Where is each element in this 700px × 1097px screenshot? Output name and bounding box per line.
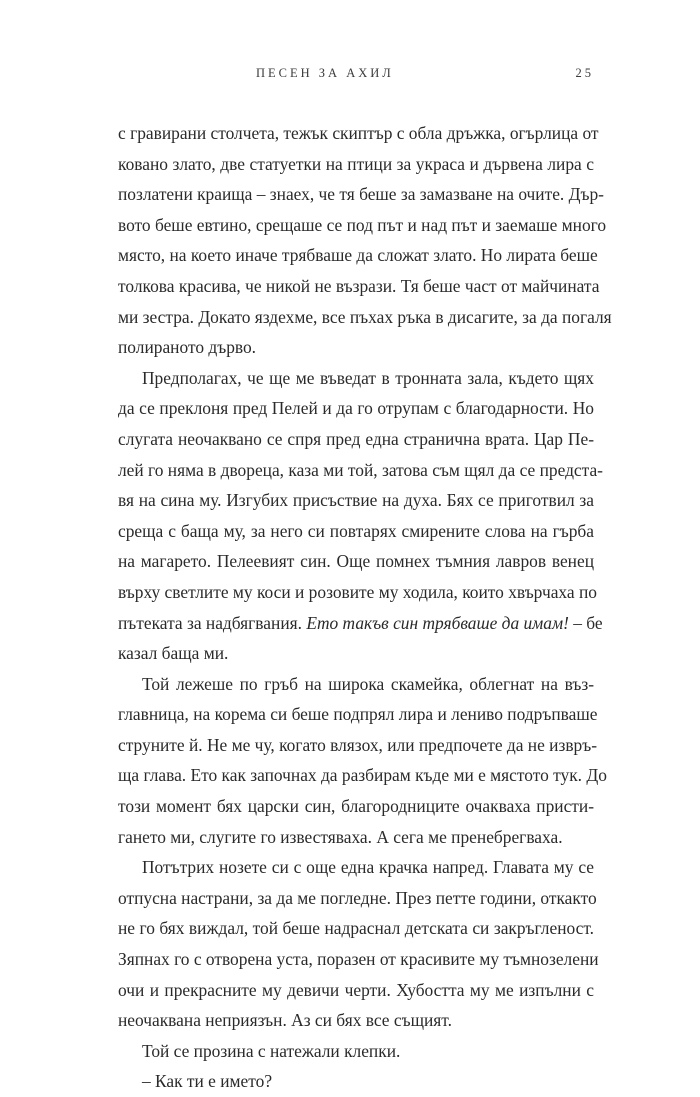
text-line: на магарето. Пелеевият син. Още помнех тъмния лавров венец (118, 551, 594, 572)
text-line: ковано злато, две статуетки на птици за украса и дървена лира с (118, 153, 594, 174)
text-line: полираното дърво. (118, 337, 257, 358)
text-line: да се преклоня пред Пелей и да го отрупам с благодарности. Но (118, 398, 594, 419)
text-line: Зяпнах го с отворена уста, поразен от красивите му тъмнозелени (118, 949, 599, 970)
text-line: очи и прекрасните му девичи черти. Хубостта му ме изпълни с (118, 979, 594, 1000)
text-line: отпусна настрани, за да ме погледне. През петте години, откакто (118, 887, 597, 908)
text-line: слугата неочаквано се спря пред една странична врата. Цар Пе- (118, 428, 594, 449)
text-line: ми зестра. Докато яздехме, все пъхах ръка в дисагите, за да погаля (118, 306, 612, 327)
text-line: гането ми, слугите го известяваха. А сега ме пренебрегваха. (118, 826, 563, 847)
italic-quote: Ето такъв син трябваше да имам! (306, 612, 569, 633)
text-line: ща глава. Ето как започнах да разбирам къде ми е мястото тук. До (118, 765, 607, 786)
text-line: неочаквана неприязън. Аз си бях все същият. (118, 1010, 452, 1031)
text-line: среща с баща му, за него си повтарях смирените слова на гърба (118, 520, 594, 541)
text-segment: пътеката за надбягвания. (118, 612, 307, 633)
text-line: струните й. Не ме чу, когато влязох, или предпочете да не извръ- (118, 734, 598, 755)
text-segment: – бе (568, 612, 603, 633)
running-head-title: ПЕСЕН ЗА АХИЛ (256, 66, 394, 80)
text-line-with-italic (118, 608, 603, 639)
text-line: главница, на корема си беше подпрял лира и лениво подръпваше (118, 704, 598, 725)
text-line: върху светлите му коси и розовите му ходила, които хвърчаха по (118, 581, 597, 602)
text-line: място, на което иначе трябваше да сложат злато. Но лирата беше (118, 245, 598, 266)
running-head (118, 66, 594, 86)
dialogue-line: – Как ти е името? (142, 1071, 273, 1092)
page-number: 25 (575, 66, 594, 80)
text-line: този момент бях царски син, благородниците очакваха присти- (118, 796, 594, 817)
text-line: с гравирани столчета, тежък скиптър с обла дръжка, огърлица от (118, 123, 599, 143)
text-line: казал баща ми. (118, 643, 229, 664)
text-line: вото беше евтино, срещаше се под път и над път и заемаше много (118, 214, 607, 235)
text-line: Той лежеше по гръб на широка скамейка, облегнат на въз- (142, 673, 594, 694)
body-text (118, 118, 612, 1097)
text-line: лей го няма в двореца, каза ми той, затова съм щял да се предста- (118, 459, 603, 480)
text-line: Той се прозина с натежали клепки. (142, 1040, 401, 1061)
text-line: позлатени краища – знаех, че тя беше за замазване на очите. Дър- (118, 184, 604, 205)
text-line: вя на сина му. Изгубих присъствие на духа. Бях се приготвил за (118, 490, 594, 511)
text-line: Потътрих нозете си с още една крачка напред. Главата му се (142, 857, 594, 878)
text-line: Предполагах, че ще ме въведат в тронната зала, където щях (142, 367, 594, 388)
text-line: не го бях виждал, той беше надраснал детската си закръгленост. (118, 918, 594, 939)
text-line: толкова красива, че никой не възрази. Тя беше част от майчината (118, 275, 600, 296)
